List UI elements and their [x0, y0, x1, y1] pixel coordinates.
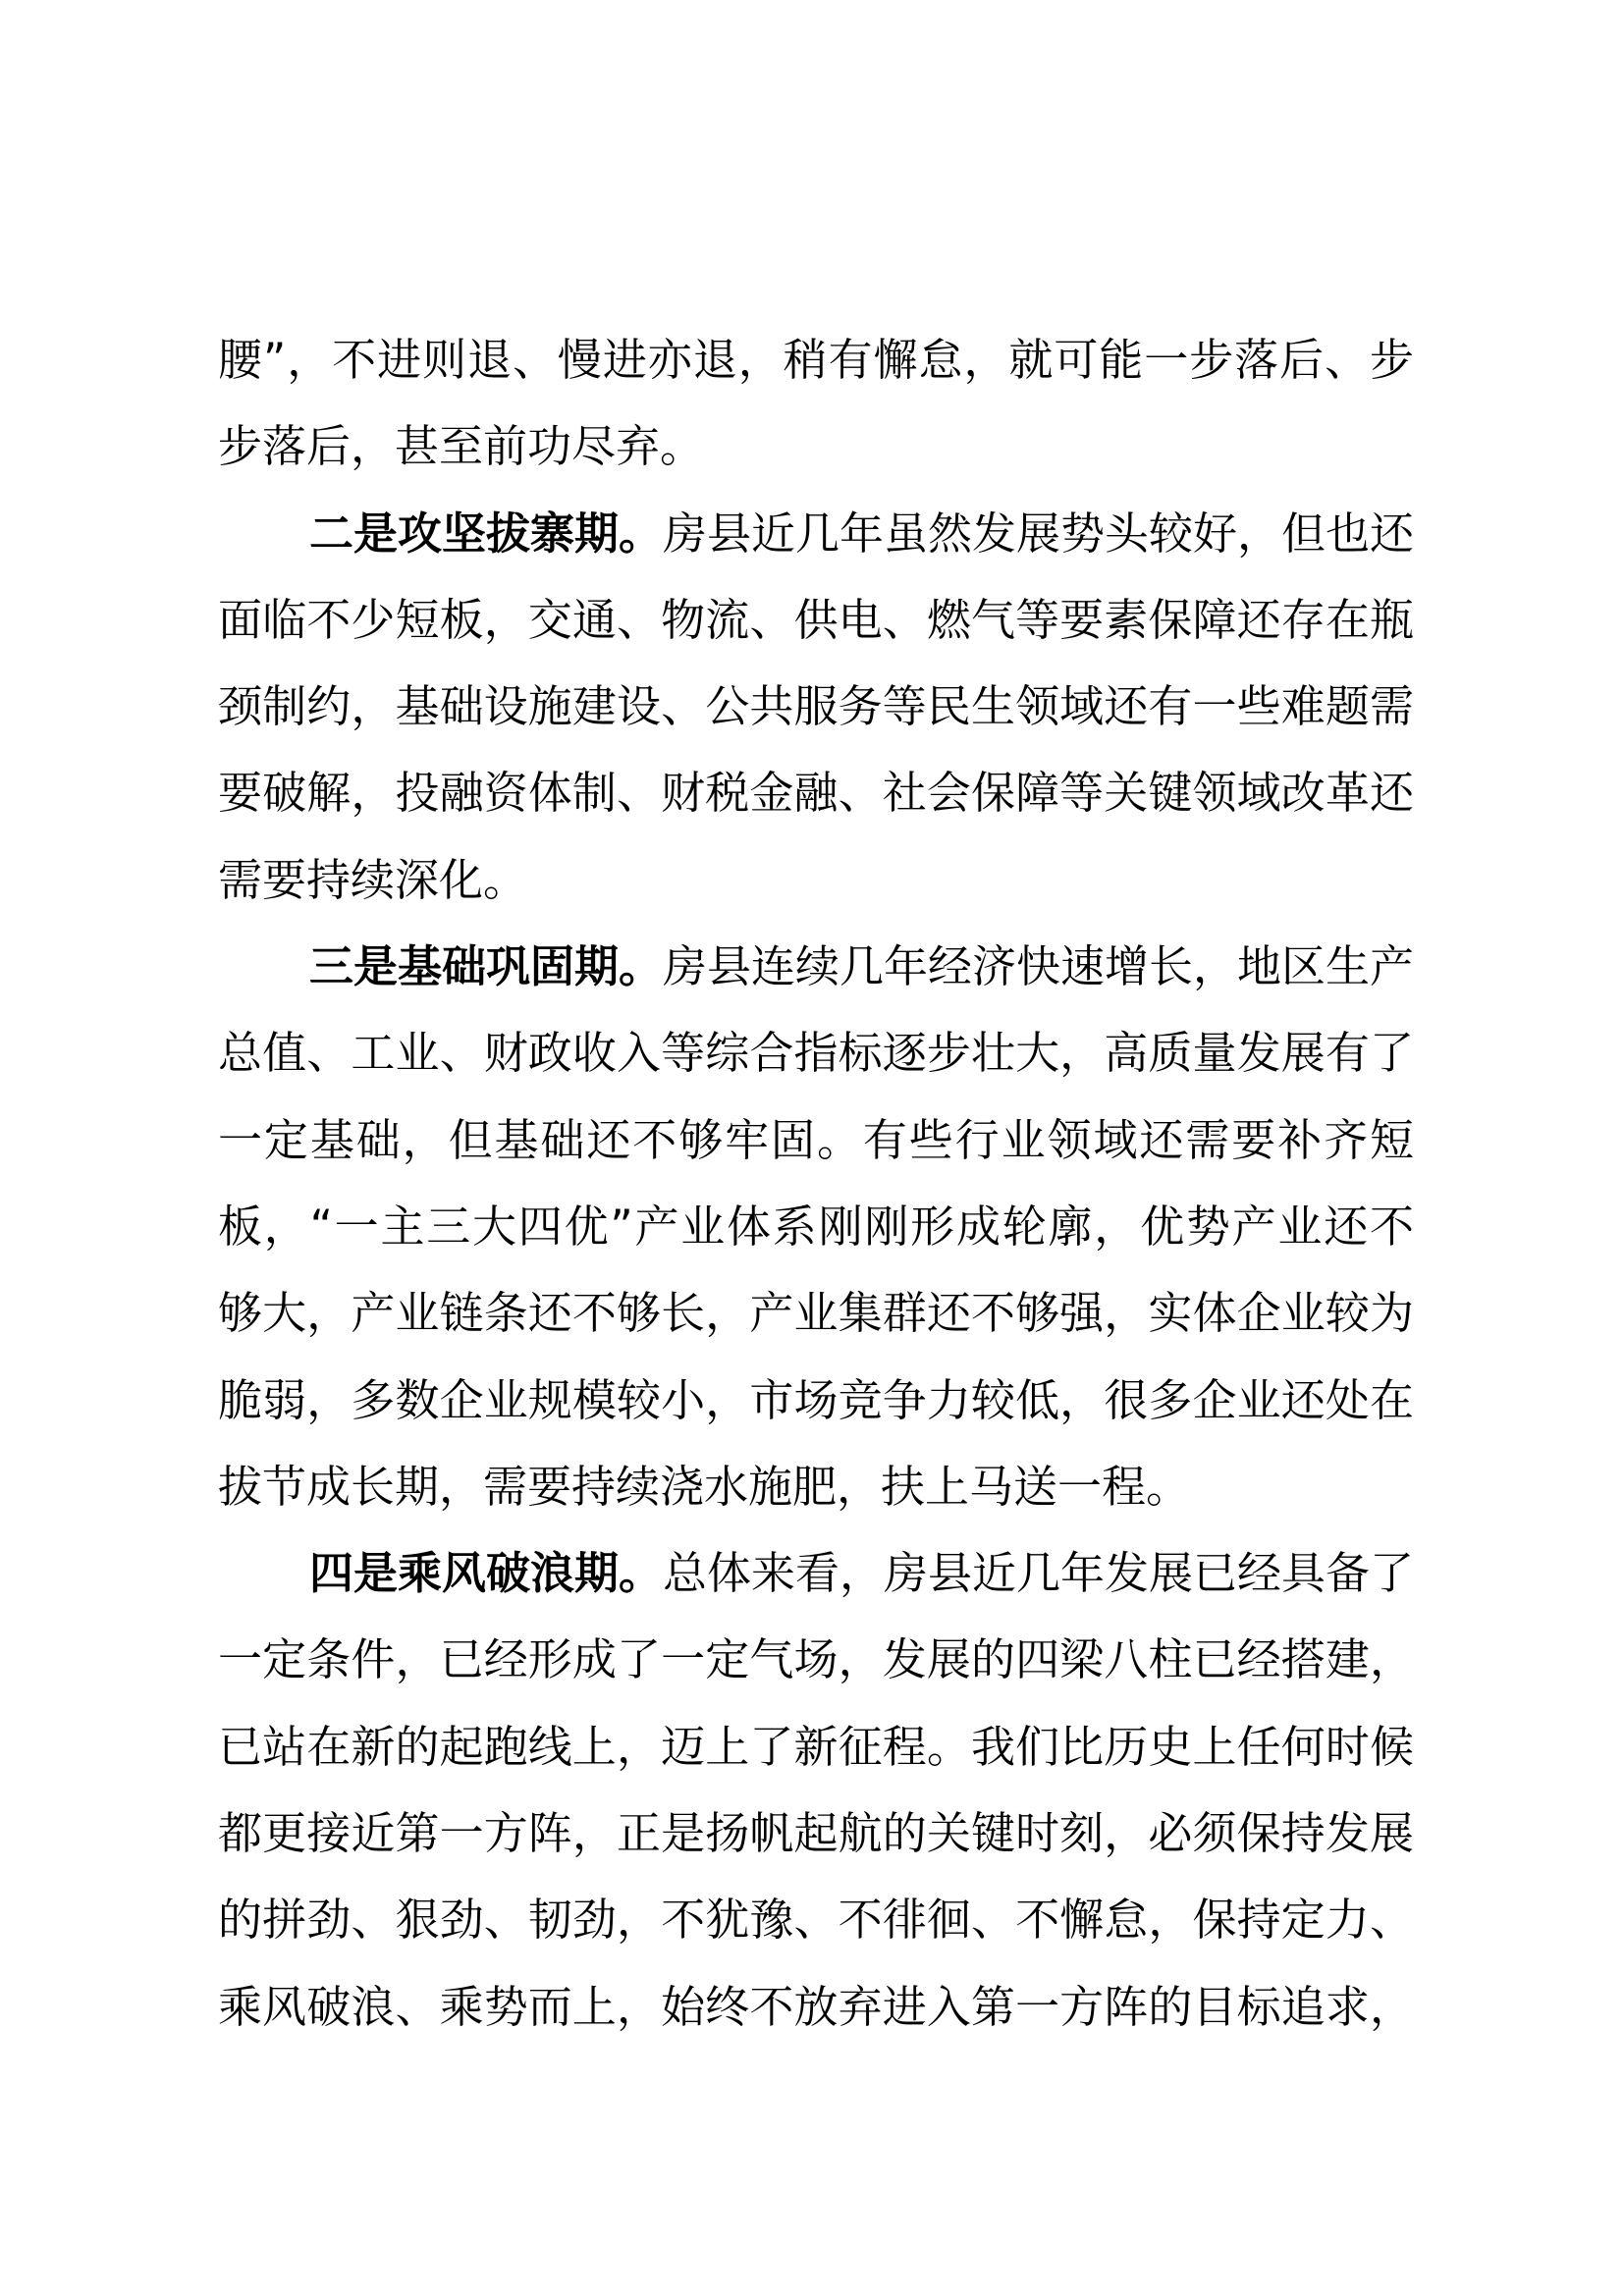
- paragraph-line: 的拼劲、狠劲、韧劲，不犹豫、不徘徊、不懈怠，保持定力、: [218, 1894, 1414, 1947]
- paragraph-line: 腰”，不进则退、慢进亦退，稍有懈怠，就可能一步落后、步: [218, 334, 1414, 386]
- paragraph-line: 面临不少短板，交通、物流、供电、燃气等要素保障还存在瓶: [218, 593, 1414, 646]
- document-body: [218, 317, 1414, 2051]
- paragraph-line: 一定基础，但基础还不够牢固。有些行业领域还需要补齐短: [218, 1113, 1414, 1166]
- paragraph-first-line: [218, 1530, 1414, 1617]
- paragraph-line: 步落后，甚至前功尽弃。: [218, 420, 705, 473]
- paragraph-line-text: 房县近几年虽然发展势头较好，但也还: [663, 507, 1415, 560]
- paragraph-line: 总值、工业、财政收入等综合指标逐步壮大，高质量发展有了: [218, 1027, 1414, 1080]
- paragraph-line: 颈制约，基础设施建设、公共服务等民生领域还有一些难题需: [218, 680, 1414, 733]
- paragraph-line: 乘风破浪、乘势而上，始终不放弃进入第一方阵的目标追求，: [218, 1980, 1414, 2033]
- paragraph-first-line: [218, 924, 1414, 1010]
- paragraph-line: 要破解，投融资体制、财税金融、社会保障等关键领域改革还: [218, 767, 1414, 820]
- paragraph-line: 脆弱，多数企业规模较小，市场竞争力较低，很多企业还处在: [218, 1373, 1414, 1426]
- paragraph-heading: 三是基础巩固期。: [309, 940, 664, 993]
- paragraph-line: 板，“一主三大四优”产业体系刚刚形成轮廓，优势产业还不: [218, 1200, 1414, 1253]
- paragraph-line: 拔节成长期，需要持续浇水施肥，扶上马送一程。: [218, 1460, 1191, 1513]
- paragraph-line: 够大，产业链条还不够长，产业集群还不够强，实体企业较为: [218, 1287, 1414, 1340]
- paragraph-line: 已站在新的起跑线上，迈上了新征程。我们比历史上任何时候: [218, 1720, 1414, 1773]
- paragraph-line-text: 房县连续几年经济快速增长，地区生产: [663, 940, 1415, 993]
- paragraph-heading: 二是攻坚拔寨期。: [309, 507, 664, 560]
- paragraph-line: 一定条件，已经形成了一定气场，发展的四梁八柱已经搭建，: [218, 1633, 1414, 1686]
- paragraph-line: 需要持续深化。: [218, 853, 528, 906]
- paragraph-heading: 四是乘风破浪期。: [309, 1547, 664, 1600]
- paragraph-line-text: 总体来看，房县近几年发展已经具备了: [663, 1547, 1415, 1600]
- paragraph-first-line: [218, 491, 1414, 577]
- paragraph-line: 都更接近第一方阵，正是扬帆起航的关键时刻，必须保持发展: [218, 1807, 1414, 1860]
